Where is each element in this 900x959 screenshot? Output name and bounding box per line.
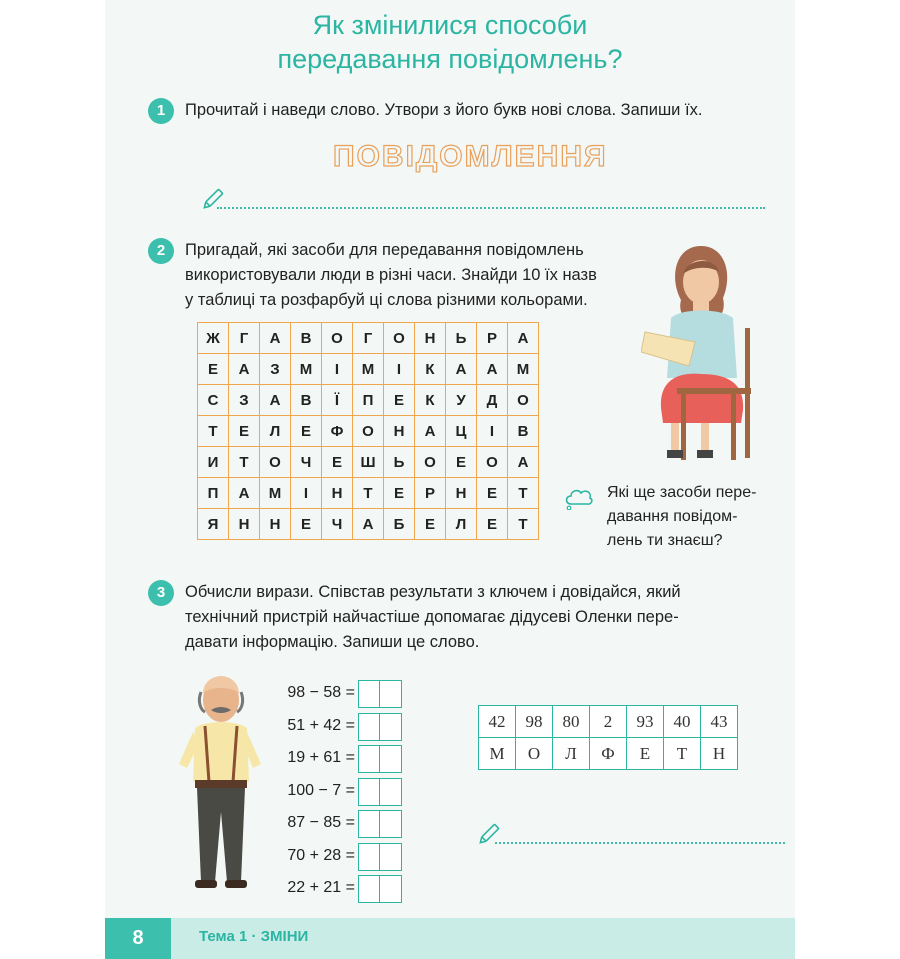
key-letter: Т: [664, 738, 701, 770]
grid-cell[interactable]: О: [353, 416, 384, 447]
outlined-word: ПОВІДОМЛЕННЯ: [333, 140, 608, 173]
grid-row: [198, 509, 539, 540]
grid-cell[interactable]: О: [508, 385, 539, 416]
grid-cell[interactable]: Ь: [446, 323, 477, 354]
cloud-line-1: Які ще засоби пере-: [607, 484, 757, 501]
expression: 22 + 21 =: [287, 879, 355, 896]
page-title: [105, 8, 795, 76]
grid-cell[interactable]: А: [415, 416, 446, 447]
grid-cell[interactable]: С: [198, 385, 229, 416]
expression: 19 + 61 =: [287, 749, 355, 766]
key-number: 2: [590, 706, 627, 738]
task-2-line-2: використовували люди в різні часи. Знайди 10 їх назв: [185, 266, 597, 284]
grid-row: [198, 447, 539, 478]
expression: 70 + 28 =: [287, 846, 355, 864]
grid-cell[interactable]: М: [353, 354, 384, 385]
task-1-text: Прочитай і наведи слово. Утвори з його букв нові слова. Запиши їх.: [185, 101, 703, 119]
grid-cell[interactable]: Е: [477, 509, 508, 540]
grid-cell[interactable]: Т: [229, 447, 260, 478]
grid-cell[interactable]: Е: [384, 478, 415, 509]
grid-cell[interactable]: Ч: [291, 447, 322, 478]
answer-line-1[interactable]: [217, 207, 765, 209]
grid-cell[interactable]: О: [477, 447, 508, 478]
key-letter: О: [516, 738, 553, 770]
key-number: 98: [516, 706, 553, 738]
topic-label: Тема 1 · ЗМІНИ: [199, 928, 309, 945]
grid-cell[interactable]: В: [291, 323, 322, 354]
grid-cell[interactable]: Л: [446, 509, 477, 540]
grid-cell[interactable]: Д: [477, 385, 508, 416]
grid-cell[interactable]: Л: [260, 416, 291, 447]
grid-cell[interactable]: Ц: [446, 416, 477, 447]
task-3-line-2: технічний пристрій найчастіше допомагає дідусеві Оленки пере-: [185, 608, 679, 626]
grid-cell[interactable]: К: [415, 354, 446, 385]
key-number: 80: [553, 706, 590, 738]
grid-cell[interactable]: Е: [322, 447, 353, 478]
grid-cell[interactable]: О: [415, 447, 446, 478]
task-3-line-3: давати інформацію. Запиши це слово.: [185, 633, 480, 651]
grid-cell[interactable]: З: [260, 354, 291, 385]
grid-cell[interactable]: О: [260, 447, 291, 478]
key-letter: Ф: [590, 738, 627, 770]
grid-cell[interactable]: В: [291, 385, 322, 416]
key-number: 93: [627, 706, 664, 738]
grid-cell[interactable]: Е: [384, 385, 415, 416]
grid-cell[interactable]: Г: [353, 323, 384, 354]
title-line-2: передавання повідомлень?: [277, 44, 623, 74]
grid-cell[interactable]: Р: [415, 478, 446, 509]
key-letter: Л: [553, 738, 590, 770]
grandfather-illustration: [175, 672, 265, 902]
grid-row: [198, 416, 539, 447]
task-3-line-1: Обчисли вирази. Співстав результати з ключем і довідайся, який: [185, 583, 681, 601]
cloud-line-3: лень ти знаєш?: [607, 532, 723, 549]
answer-box[interactable]: [358, 745, 402, 773]
grid-cell[interactable]: Г: [229, 323, 260, 354]
thought-cloud-icon: [563, 486, 595, 510]
grid-cell[interactable]: Ш: [353, 447, 384, 478]
key-letters-row: [479, 738, 738, 770]
grid-cell[interactable]: І: [477, 416, 508, 447]
grid-cell[interactable]: Е: [415, 509, 446, 540]
grid-cell[interactable]: Н: [415, 323, 446, 354]
cloud-question: [607, 481, 787, 553]
grandmother-reading-illustration: [641, 238, 771, 463]
grid-cell[interactable]: Ь: [384, 447, 415, 478]
grid-cell[interactable]: Т: [508, 509, 539, 540]
task-2-line-3: у таблиці та розфарбуй ці слова різними кольорами.: [185, 291, 588, 309]
grid-cell[interactable]: А: [260, 385, 291, 416]
grid-cell[interactable]: Я: [198, 509, 229, 540]
workbook-page: [105, 0, 795, 959]
expression: 98 − 58 =: [287, 684, 355, 701]
grid-cell[interactable]: Е: [446, 447, 477, 478]
grid-cell[interactable]: Е: [477, 478, 508, 509]
grid-cell[interactable]: Е: [291, 509, 322, 540]
key-number: 40: [664, 706, 701, 738]
grid-cell[interactable]: П: [353, 385, 384, 416]
grid-cell[interactable]: Е: [198, 354, 229, 385]
grid-cell[interactable]: А: [353, 509, 384, 540]
grid-cell[interactable]: Н: [322, 478, 353, 509]
grid-row: [198, 323, 539, 354]
grid-cell[interactable]: Е: [229, 416, 260, 447]
grid-cell[interactable]: Т: [198, 416, 229, 447]
title-line-1: Як змінилися способи: [312, 10, 588, 40]
grid-cell[interactable]: І: [322, 354, 353, 385]
grid-cell[interactable]: М: [260, 478, 291, 509]
grid-cell[interactable]: А: [229, 354, 260, 385]
cloud-line-2: давання повідом-: [607, 508, 738, 525]
grid-cell[interactable]: Е: [291, 416, 322, 447]
grid-cell[interactable]: І: [384, 354, 415, 385]
task-3-number: 3: [148, 580, 174, 606]
answer-box[interactable]: [358, 875, 402, 903]
grid-cell[interactable]: А: [446, 354, 477, 385]
grid-cell[interactable]: Ф: [322, 416, 353, 447]
expression: 87 − 85 =: [287, 814, 355, 831]
grid-row: [198, 385, 539, 416]
grid-cell[interactable]: У: [446, 385, 477, 416]
grid-cell[interactable]: К: [415, 385, 446, 416]
grid-row: [198, 478, 539, 509]
key-letter: Е: [627, 738, 664, 770]
grid-cell[interactable]: Ж: [198, 323, 229, 354]
grid-cell[interactable]: Б: [384, 509, 415, 540]
grid-cell[interactable]: З: [229, 385, 260, 416]
decoder-key: [478, 705, 738, 770]
expression: 51 + 42 =: [287, 716, 355, 734]
answer-box[interactable]: [358, 843, 402, 871]
grid-cell[interactable]: О: [384, 323, 415, 354]
grid-cell[interactable]: Ч: [322, 509, 353, 540]
task-3-text: [185, 580, 785, 655]
grid-cell[interactable]: Ї: [322, 385, 353, 416]
grid-cell[interactable]: Н: [260, 509, 291, 540]
grid-cell[interactable]: В: [508, 416, 539, 447]
grid-cell[interactable]: І: [291, 478, 322, 509]
grid-cell[interactable]: П: [198, 478, 229, 509]
grid-row: [198, 354, 539, 385]
key-number: 42: [479, 706, 516, 738]
grid-cell[interactable]: М: [508, 354, 539, 385]
answer-box[interactable]: [358, 713, 402, 741]
grid-cell[interactable]: А: [229, 478, 260, 509]
answer-box[interactable]: [358, 810, 402, 838]
task-1-number: 1: [148, 98, 174, 124]
grid-cell[interactable]: Н: [384, 416, 415, 447]
grid-cell[interactable]: А: [477, 354, 508, 385]
grid-cell[interactable]: Н: [446, 478, 477, 509]
grid-cell[interactable]: М: [291, 354, 322, 385]
grid-cell[interactable]: Р: [477, 323, 508, 354]
answer-line-2[interactable]: [495, 842, 785, 844]
grid-cell[interactable]: И: [198, 447, 229, 478]
answer-box[interactable]: [358, 680, 402, 708]
grid-cell[interactable]: А: [508, 323, 539, 354]
key-letter: Н: [701, 738, 738, 770]
word-search-grid: [197, 322, 539, 540]
answer-box[interactable]: [358, 778, 402, 806]
page-number: 8: [105, 918, 171, 959]
key-number: 43: [701, 706, 738, 738]
grid-cell[interactable]: Н: [229, 509, 260, 540]
grid-cell[interactable]: Т: [353, 478, 384, 509]
task-2-text: [185, 238, 655, 313]
task-2-number: 2: [148, 238, 174, 264]
grid-cell[interactable]: Т: [508, 478, 539, 509]
grid-cell[interactable]: А: [508, 447, 539, 478]
grid-cell[interactable]: О: [322, 323, 353, 354]
key-letter: М: [479, 738, 516, 770]
key-numbers-row: [479, 706, 738, 738]
task-2-line-1: Пригадай, які засоби для передавання повідомлень: [185, 241, 584, 259]
grid-cell[interactable]: А: [260, 323, 291, 354]
expression: 100 − 7 =: [287, 781, 355, 799]
